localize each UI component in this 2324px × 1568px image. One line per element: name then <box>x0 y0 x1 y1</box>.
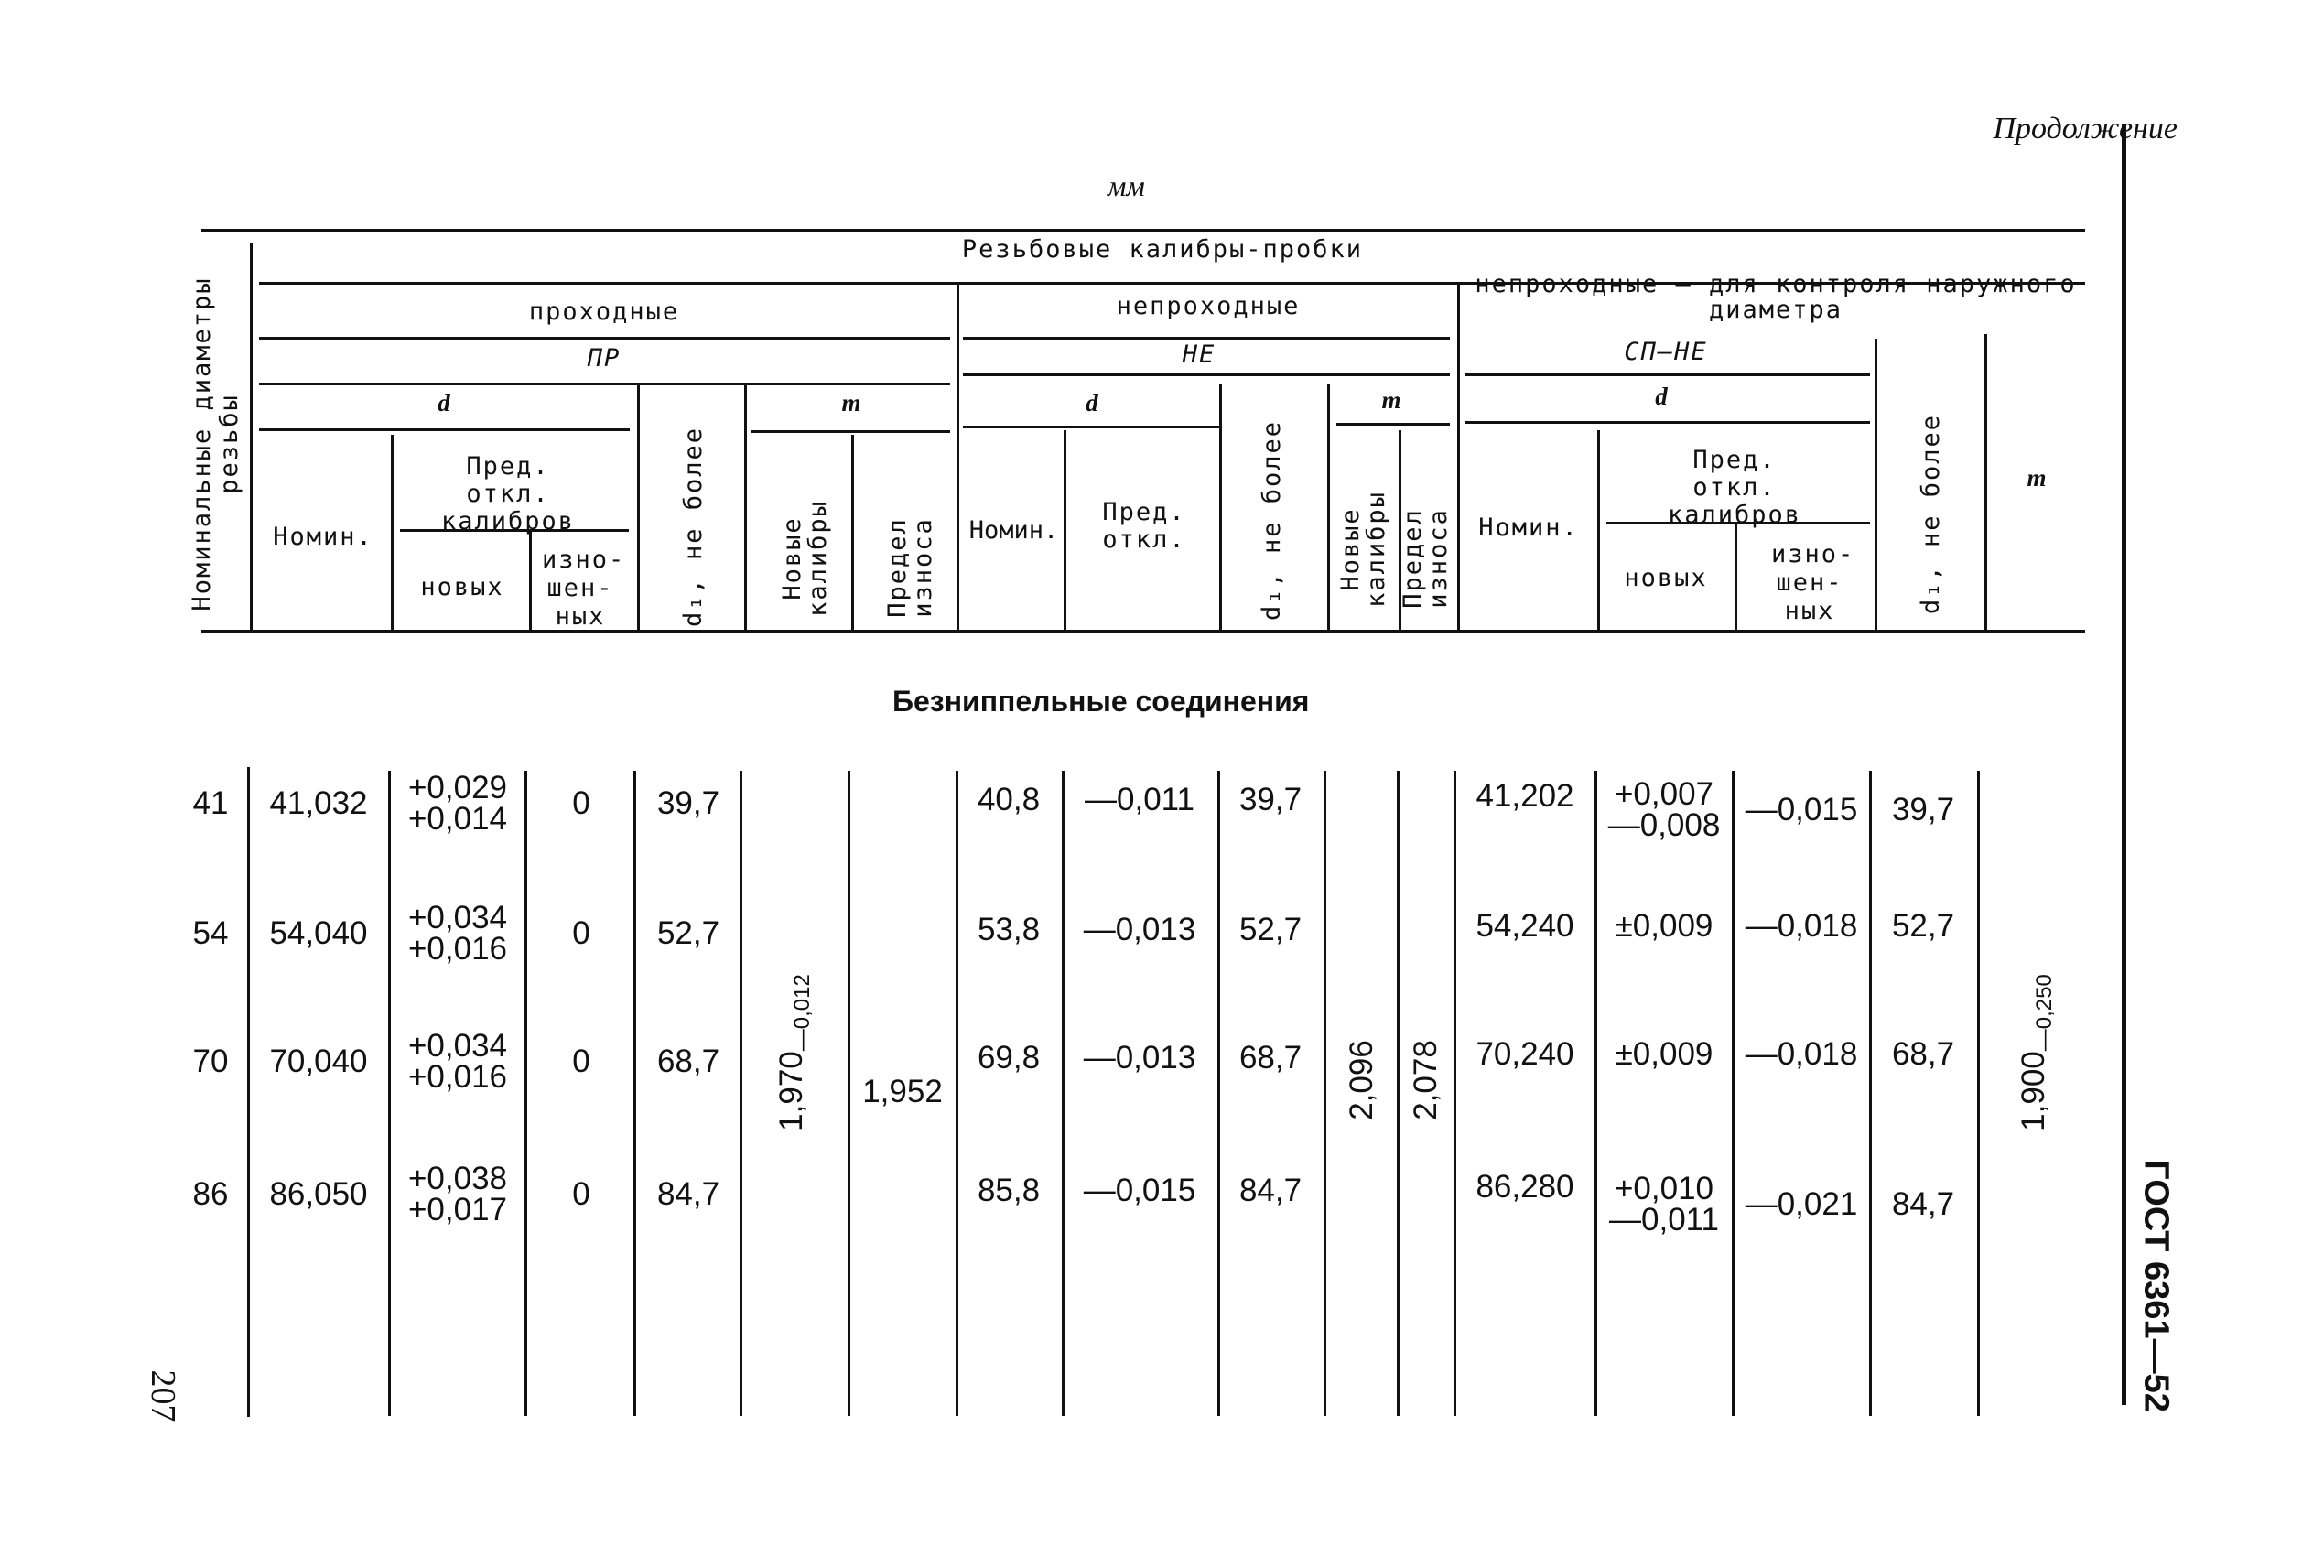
cell-ng-d1: 68,7 <box>1238 1040 1303 1076</box>
page-number: 207 <box>144 1369 182 1422</box>
cell-sp-worn: —0,021 <box>1745 1186 1858 1222</box>
header-iznoshennyh-go: изно-шен-ных <box>542 546 626 631</box>
cell-go-dev-lo: +0,016 <box>407 931 508 967</box>
cell-go-dev <box>408 1163 507 1226</box>
cell-sp-worn: —0,018 <box>1745 1036 1858 1072</box>
header-rule <box>751 430 950 433</box>
mark-nogo: НЕ <box>1182 341 1216 369</box>
body-line <box>524 771 527 1416</box>
body-line <box>247 767 250 1417</box>
cell-ng-nom: 69,8 <box>977 1040 1041 1076</box>
header-nomin-outer: Номин. <box>1478 514 1579 542</box>
body-line <box>1324 771 1326 1416</box>
body-line <box>1397 771 1400 1416</box>
body-line <box>956 771 958 1416</box>
cell-ng-d1: 39,7 <box>1238 782 1303 817</box>
header-new-gauges-nogo: Новые калибры <box>1336 491 1390 608</box>
merged-sp-m-value: 1,900 <box>2016 1051 2051 1131</box>
cell-ng-dev: —0,011 <box>1085 782 1194 817</box>
cell-go-worn: 0 <box>572 1176 590 1212</box>
header-d1-outer: d₁, не более <box>1917 413 1945 614</box>
mark-nogo-outer: СП—НЕ <box>1624 338 1708 366</box>
header-nominal-diameter: Номинальные диаметры резьбы <box>188 276 243 611</box>
header-wear-limit-nogo: Предел износа <box>1399 508 1453 609</box>
cell-go-nom: 54,040 <box>269 915 368 951</box>
merged-ng-m-wear: 2,078 <box>1408 1040 1443 1120</box>
cell-sp-dev-lo: —0,011 <box>1609 1202 1719 1238</box>
body-line <box>1977 771 1980 1416</box>
cell-go-dev <box>407 1028 508 1095</box>
body-line <box>633 771 636 1416</box>
cell-go-d1: 84,7 <box>656 1176 720 1212</box>
header-group-nogo: непроходные <box>1116 292 1301 320</box>
header-iznoshennyh-outer: изно-шен-ных <box>1771 540 1855 625</box>
header-wear-limit-go: Предел износа <box>883 517 937 618</box>
cell-sp-nom: 41,202 <box>1475 778 1574 814</box>
col-line <box>851 435 854 632</box>
col-line <box>1457 284 1460 632</box>
cell-sp-worn: —0,018 <box>1745 908 1858 944</box>
cell-go-worn: 0 <box>572 1044 590 1079</box>
header-rule <box>963 373 1450 376</box>
col-line <box>1875 339 1877 632</box>
page-border <box>2122 124 2126 1405</box>
col-line <box>1327 384 1330 632</box>
header-group-nogo-outer: непроходные — для контроля наружного диаметра <box>1475 270 2077 324</box>
cell-sp-d1: 68,7 <box>1891 1036 1955 1072</box>
cell-go-nom: 86,050 <box>269 1176 368 1212</box>
continuation-label: Продолжение <box>1993 112 2178 146</box>
cell-go-dev-up: +0,034 <box>407 1028 508 1064</box>
header-rule <box>259 428 630 431</box>
merged-go-m-new <box>773 974 816 1131</box>
cell-sp-dev <box>1607 776 1721 843</box>
header-pred-otkl-nogo: Пред. откл. <box>1102 498 1186 554</box>
header-rule <box>259 383 950 385</box>
col-line <box>1597 430 1600 632</box>
table-top-rule <box>201 229 2085 232</box>
header-d1-nogo: d₁, не более <box>1258 419 1286 621</box>
merged-go-m-wear: 1,952 <box>862 1074 943 1109</box>
cell-sp-nom: 70,240 <box>1475 1036 1574 1072</box>
header-new-gauges-go: Новые калибры <box>778 500 832 617</box>
merged-sp-m-tol: —0,250 <box>2032 974 2057 1052</box>
header-novyh-outer: новых <box>1624 564 1708 592</box>
header-m-go: m <box>841 389 861 416</box>
header-rule <box>259 337 950 340</box>
header-m-outer: m <box>2027 464 2047 492</box>
header-d-nogo: d <box>1086 389 1098 416</box>
merged-go-m-new-tol: —0,012 <box>790 974 815 1052</box>
merged-go-m-new-value: 1,970 <box>773 1051 809 1131</box>
cell-go-d1: 39,7 <box>656 785 720 821</box>
cell-go-dev-lo: +0,017 <box>407 1192 508 1227</box>
cell-sp-dev-up: +0,007 <box>1614 776 1714 812</box>
col-line <box>1984 334 1987 632</box>
header-pred-otkl-kalibrov-outer: Пред. откл. калибров <box>1667 446 1802 529</box>
header-novyh-go: новых <box>420 573 504 601</box>
cell-sp-dev-lo: —0,008 <box>1607 807 1721 843</box>
cell-go-dev-up: +0,029 <box>407 770 508 806</box>
header-d1-go: d₁, не более <box>679 426 708 627</box>
cell-sp-dev: ±0,009 <box>1615 1036 1713 1072</box>
header-rule <box>1465 373 1870 376</box>
cell-sp-d1: 52,7 <box>1891 908 1955 944</box>
cell-go-d1: 52,7 <box>656 915 720 951</box>
cell-go-nom: 41,032 <box>269 785 368 821</box>
cell-ng-dev: —0,015 <box>1083 1173 1196 1208</box>
cell-go-nom: 70,040 <box>269 1044 368 1079</box>
body-line <box>1869 771 1872 1416</box>
mark-go: ПР <box>587 344 622 373</box>
merged-sp-m <box>2016 974 2058 1131</box>
cell-ng-nom: 40,8 <box>977 782 1041 817</box>
cell-sp-dev: ±0,009 <box>1615 908 1713 944</box>
cell-go-worn: 0 <box>572 785 590 821</box>
cell-sp-dev <box>1609 1173 1719 1236</box>
body-line <box>1062 771 1065 1416</box>
header-pred-otkl-kalibrov-go: Пред. откл. калибров <box>440 452 576 535</box>
cell-dn: 70 <box>192 1044 229 1079</box>
cell-go-d1: 68,7 <box>656 1044 720 1079</box>
cell-go-dev-up: +0,038 <box>407 1161 508 1196</box>
cell-go-worn: 0 <box>572 915 590 951</box>
cell-ng-d1: 84,7 <box>1238 1173 1303 1208</box>
merged-ng-m-new: 2,096 <box>1344 1040 1379 1120</box>
header-rule <box>1465 421 1870 424</box>
cell-sp-d1: 39,7 <box>1891 792 1955 827</box>
header-m-nogo: m <box>1381 386 1401 414</box>
units-label: мм <box>1108 169 1145 202</box>
cell-ng-dev: —0,013 <box>1083 1040 1196 1076</box>
body-line <box>1217 771 1220 1416</box>
header-nomin-go: Номин. <box>273 523 373 551</box>
cell-sp-nom: 54,240 <box>1475 908 1574 944</box>
col-line <box>391 435 394 632</box>
cell-go-dev-lo: +0,014 <box>407 801 508 837</box>
cell-sp-nom: 86,280 <box>1475 1169 1574 1205</box>
header-group-go: проходные <box>528 297 680 326</box>
header-rule <box>963 426 1219 428</box>
header-d-outer: d <box>1655 383 1668 410</box>
body-line <box>740 771 742 1416</box>
body-line <box>1732 771 1735 1416</box>
header-nomin-nogo: Номин. <box>968 516 1059 545</box>
cell-sp-d1: 84,7 <box>1891 1186 1955 1222</box>
cell-go-dev <box>407 900 508 967</box>
col-line <box>637 384 640 632</box>
standard-number: ГОСТ 6361—52 <box>2136 1160 2176 1412</box>
table-header-bottom-rule <box>201 630 2085 633</box>
col-line <box>1219 384 1222 632</box>
col-line <box>957 284 959 632</box>
cell-sp-worn: —0,015 <box>1745 792 1858 827</box>
cell-sp-dev-up: +0,010 <box>1614 1171 1714 1206</box>
cell-ng-dev: —0,013 <box>1083 912 1196 947</box>
cell-ng-nom: 53,8 <box>977 912 1041 947</box>
cell-dn: 41 <box>192 785 229 821</box>
cell-dn: 54 <box>192 915 229 951</box>
col-line <box>744 384 747 632</box>
cell-ng-nom: 85,8 <box>977 1173 1041 1208</box>
body-line <box>388 771 391 1416</box>
cell-go-dev-up: +0,034 <box>407 900 508 935</box>
header-title: Резьбовые калибры-пробки <box>961 235 1364 264</box>
col-line <box>1735 522 1737 632</box>
cell-go-dev <box>407 770 508 837</box>
cell-dn: 86 <box>192 1176 229 1212</box>
body-line <box>1594 771 1597 1416</box>
section-title: Безниппельные соединения <box>892 685 1310 718</box>
header-rule <box>963 337 1450 340</box>
header-d-go: d <box>438 389 450 416</box>
cell-ng-d1: 52,7 <box>1238 912 1303 947</box>
body-line <box>848 771 850 1416</box>
cell-go-dev-lo: +0,016 <box>407 1059 508 1095</box>
col-line <box>250 243 253 632</box>
header-rule <box>1336 423 1450 426</box>
body-line <box>1454 771 1456 1416</box>
